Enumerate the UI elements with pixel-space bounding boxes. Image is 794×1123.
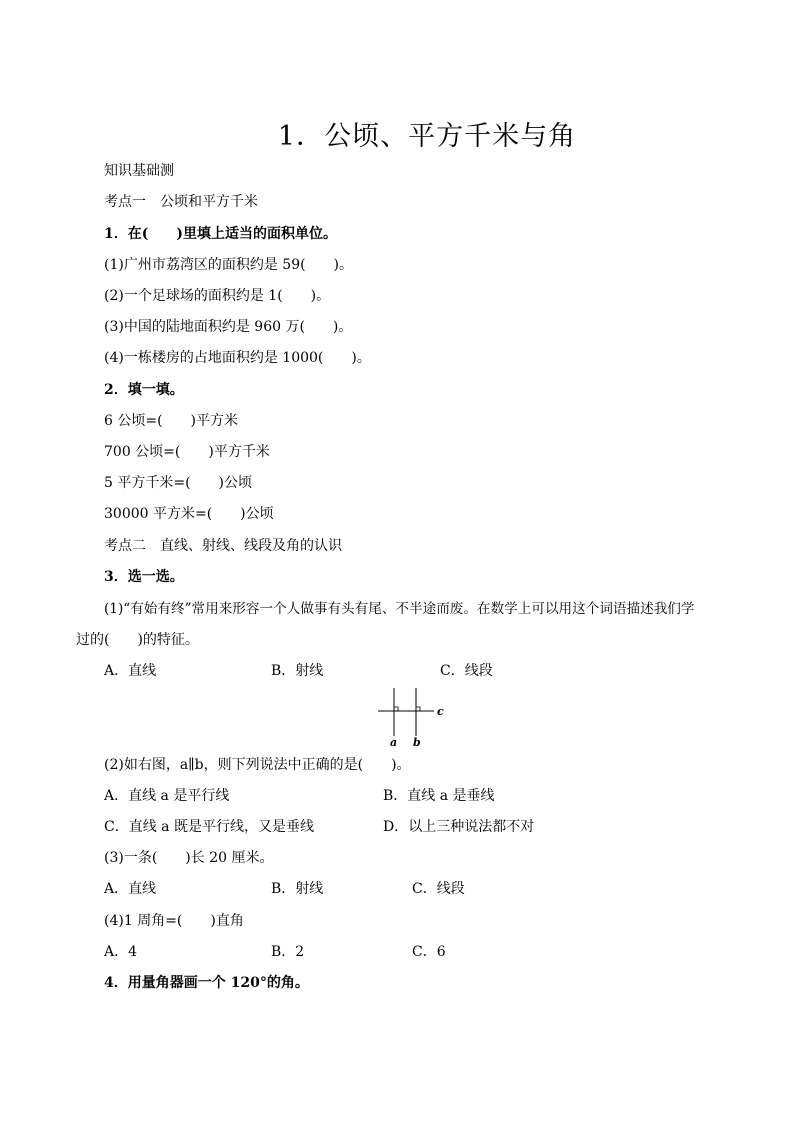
q3-sub1-option-c: C．线段 bbox=[440, 663, 493, 679]
q3-sub4-option-b: B．2 bbox=[271, 944, 305, 960]
q1-item: (3)中国的陆地面积约是 960 万( )。 bbox=[104, 319, 353, 335]
q1-stem: 1．在( )里填上适当的面积单位。 bbox=[104, 226, 337, 242]
page-title: 1．公顷、平方千米与角 bbox=[277, 121, 577, 152]
label-c: c bbox=[437, 705, 444, 718]
q4-stem: 4．用量角器画一个 120°的角。 bbox=[104, 975, 309, 991]
q3-sub3-option-a: A．直线 bbox=[104, 881, 157, 897]
parallel-lines-figure bbox=[376, 684, 448, 750]
q2-item: 6 公顷=( )平方米 bbox=[104, 413, 239, 429]
q3-sub1-line2: 过的( )的特征。 bbox=[76, 632, 199, 648]
label-b: b bbox=[413, 736, 421, 749]
q3-sub3-option-c: C．线段 bbox=[412, 881, 465, 897]
q1-item: (2)一个足球场的面积约是 1( )。 bbox=[104, 288, 331, 304]
q2-item: 700 公顷=( )平方千米 bbox=[104, 444, 270, 460]
q3-sub3-stem: (3)一条( )长 20 厘米。 bbox=[104, 850, 274, 866]
q2-item: 5 平方千米=( )公顷 bbox=[104, 475, 253, 491]
q3-sub4-option-a: A．4 bbox=[104, 944, 138, 960]
q3-sub1-option-a: A．直线 bbox=[104, 663, 157, 679]
q1-item: (4)一栋楼房的占地面积约是 1000( )。 bbox=[104, 350, 371, 366]
right-angle-mark-b bbox=[416, 707, 420, 711]
q3-sub3-option-b: B．射线 bbox=[271, 881, 324, 897]
q3-sub2-option-d: D．以上三种说法都不对 bbox=[383, 819, 535, 835]
q3-sub4-option-c: C．6 bbox=[412, 944, 446, 960]
q1-item: (1)广州市荔湾区的面积约是 59( )。 bbox=[104, 257, 354, 273]
q3-sub4-stem: (4)1 周角=( )直角 bbox=[104, 913, 244, 929]
section-intro: 知识基础测 bbox=[104, 163, 174, 179]
q3-stem: 3．选一选。 bbox=[104, 569, 184, 585]
point2-heading: 考点二 直线、射线、线段及角的认识 bbox=[104, 538, 342, 554]
q3-sub1-option-b: B．射线 bbox=[271, 663, 324, 679]
label-a: a bbox=[390, 736, 398, 749]
right-angle-mark-a bbox=[394, 707, 398, 711]
q3-sub1-line1: (1)“有始有终”常用来形容一个人做事有头有尾、不半途而废。在数学上可以用这个词语描述我们学 bbox=[104, 601, 695, 617]
point1-heading: 考点一 公顷和平方千米 bbox=[104, 194, 258, 210]
q3-sub2-stem: (2)如右图，a∥b，则下列说法中正确的是( )。 bbox=[104, 757, 411, 773]
q3-sub2-option-c: C．直线 a 既是平行线，又是垂线 bbox=[104, 819, 314, 835]
q3-sub2-option-a: A．直线 a 是平行线 bbox=[104, 788, 230, 804]
q2-item: 30000 平方米=( )公顷 bbox=[104, 506, 274, 522]
q3-sub2-option-b: B．直线 a 是垂线 bbox=[383, 788, 495, 804]
q2-stem: 2．填一填。 bbox=[104, 382, 184, 398]
